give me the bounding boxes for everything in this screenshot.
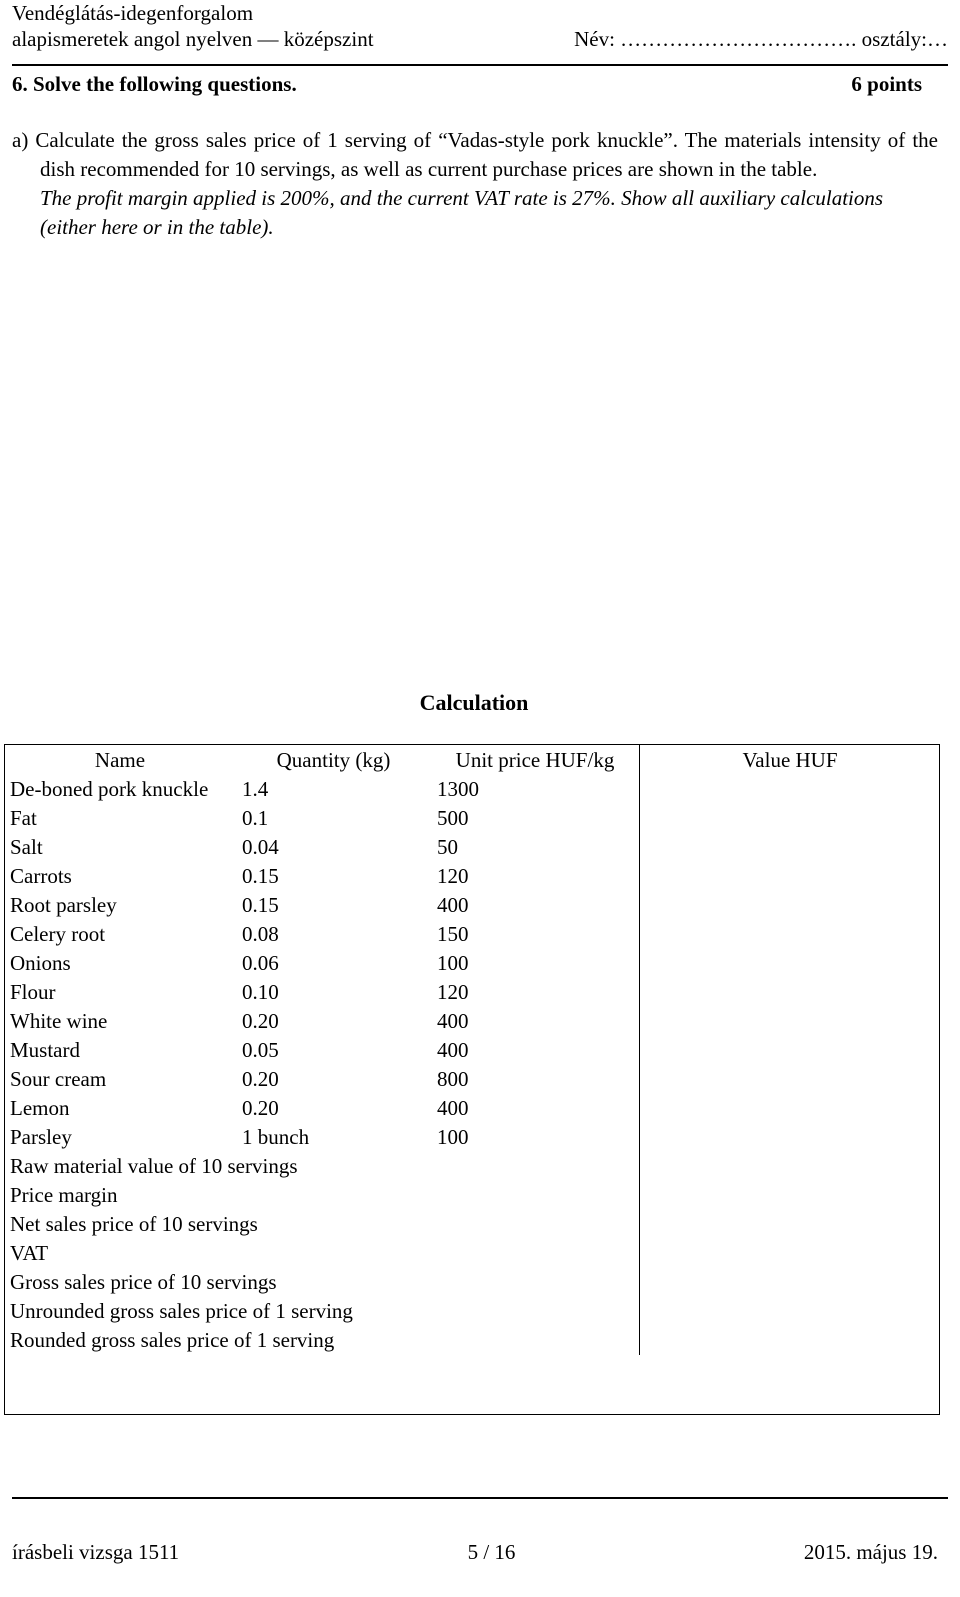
summary-label: Rounded gross sales price of 1 serving <box>10 1328 335 1352</box>
ingredient-name: De-boned pork knuckle <box>10 777 209 801</box>
ingredient-name: White wine <box>10 1009 108 1033</box>
instruction-paragraph: a) Calculate the gross sales price of 1 serving of “Vadas-style pork knuckle”. The materials intensity of the dish recommended for 10 servings, as well as current purchase prices are shown in the table. <box>12 128 938 181</box>
ingredient-quantity: 0.06 <box>242 951 279 975</box>
task-instructions <box>12 126 938 242</box>
ingredient-value <box>640 978 941 1007</box>
ingredient-unit-price: 400 <box>437 1038 469 1062</box>
ingredient-name: Celery root <box>10 922 106 946</box>
ingredient-unit-price: 400 <box>437 1009 469 1033</box>
summary-value <box>640 1181 941 1210</box>
summary-label: Price margin <box>10 1183 118 1207</box>
ingredient-value <box>640 833 941 862</box>
calculation-table <box>4 744 940 1355</box>
ingredient-quantity: 0.20 <box>242 1096 279 1120</box>
table-row <box>4 978 940 1007</box>
summary-value <box>640 1152 941 1181</box>
ingredient-unit-price: 400 <box>437 1096 469 1120</box>
summary-label: Raw material value of 10 servings <box>10 1154 298 1178</box>
ingredient-quantity: 1 bunch <box>242 1125 310 1149</box>
summary-row <box>4 1152 940 1181</box>
task-title: 6. Solve the following questions. <box>12 72 297 96</box>
ingredient-value <box>640 862 941 891</box>
summary-label: Gross sales price of 10 servings <box>10 1270 277 1294</box>
summary-row <box>4 1326 940 1355</box>
table-row <box>4 1094 940 1123</box>
ingredient-value <box>640 1094 941 1123</box>
ingredient-quantity: 0.15 <box>242 893 279 917</box>
summary-value <box>640 1210 941 1239</box>
ingredient-value <box>640 804 941 833</box>
ingredient-quantity: 0.08 <box>242 922 279 946</box>
ingredient-unit-price: 800 <box>437 1067 469 1091</box>
ingredient-quantity: 0.05 <box>242 1038 279 1062</box>
summary-row <box>4 1210 940 1239</box>
table-row <box>4 833 940 862</box>
ingredient-quantity: 0.1 <box>242 806 269 830</box>
subject-title: Vendéglátás-idegenforgalom <box>12 1 254 25</box>
ingredient-unit-price: 120 <box>437 864 469 888</box>
ingredient-unit-price: 50 <box>437 835 458 859</box>
column-header-name: Name <box>94 748 146 772</box>
task-heading <box>12 72 922 97</box>
calculation-title: Calculation <box>419 690 529 715</box>
ingredient-name: Salt <box>10 835 43 859</box>
ingredient-unit-price: 500 <box>437 806 469 830</box>
page-number: 5 / 16 <box>467 1540 516 1564</box>
ingredient-value <box>640 1123 941 1152</box>
exam-level: alapismeretek angol nyelven — középszint <box>12 27 374 51</box>
summary-label: Net sales price of 10 servings <box>10 1212 258 1236</box>
ingredient-value <box>640 920 941 949</box>
summary-row <box>4 1297 940 1326</box>
exam-code: írásbeli vizsga 1511 <box>12 1540 180 1564</box>
summary-label: VAT <box>10 1241 49 1265</box>
ingredient-unit-price: 1300 <box>437 777 479 801</box>
table-row <box>4 891 940 920</box>
ingredient-value <box>640 891 941 920</box>
page-footer <box>12 1540 938 1565</box>
name-class-field: Név: ……………………………. osztály:… <box>574 27 948 51</box>
ingredient-unit-price: 100 <box>437 1125 469 1149</box>
ingredient-unit-price: 100 <box>437 951 469 975</box>
table-row <box>4 1036 940 1065</box>
table-row <box>4 804 940 833</box>
header-divider <box>12 64 948 66</box>
ingredient-name: Carrots <box>10 864 72 888</box>
ingredient-quantity: 0.20 <box>242 1067 279 1091</box>
ingredient-name: Root parsley <box>10 893 117 917</box>
ingredient-quantity: 0.10 <box>242 980 279 1004</box>
summary-value <box>640 1326 941 1355</box>
ingredient-quantity: 1.4 <box>242 777 269 801</box>
ingredient-name: Sour cream <box>10 1067 107 1091</box>
table-row <box>4 949 940 978</box>
ingredient-value <box>640 775 941 804</box>
column-header-value: Value HUF <box>640 744 941 775</box>
summary-row <box>4 1239 940 1268</box>
ingredient-value <box>640 1007 941 1036</box>
ingredient-value <box>640 1065 941 1094</box>
ingredient-name: Onions <box>10 951 71 975</box>
summary-label: Unrounded gross sales price of 1 serving <box>10 1299 353 1323</box>
task-points: 6 points <box>851 72 922 96</box>
summary-value <box>640 1268 941 1297</box>
page-header <box>12 0 948 52</box>
ingredient-quantity: 0.15 <box>242 864 279 888</box>
ingredient-unit-price: 120 <box>437 980 469 1004</box>
summary-row <box>4 1268 940 1297</box>
table-row <box>4 1123 940 1152</box>
summary-value <box>640 1239 941 1268</box>
ingredient-value <box>640 949 941 978</box>
header-row <box>12 26 948 52</box>
table-row <box>4 1007 940 1036</box>
column-header-unit-price: Unit price HUF/kg <box>455 748 615 772</box>
summary-row <box>4 1181 940 1210</box>
summary-value <box>640 1297 941 1326</box>
ingredient-name: Fat <box>10 806 37 830</box>
ingredient-unit-price: 400 <box>437 893 469 917</box>
ingredient-name: Flour <box>10 980 56 1004</box>
footer-divider <box>12 1497 948 1499</box>
ingredient-name: Lemon <box>10 1096 70 1120</box>
table-row <box>4 775 940 804</box>
ingredient-unit-price: 150 <box>437 922 469 946</box>
ingredient-quantity: 0.20 <box>242 1009 279 1033</box>
table-row <box>4 862 940 891</box>
ingredient-name: Parsley <box>10 1125 72 1149</box>
column-header-quantity: Quantity (kg) <box>276 748 391 772</box>
table-row <box>4 1065 940 1094</box>
ingredient-quantity: 0.04 <box>242 835 279 859</box>
ingredient-name: Mustard <box>10 1038 80 1062</box>
table-header-row <box>4 744 940 775</box>
exam-date: 2015. május 19. <box>803 1540 938 1564</box>
instruction-italic: The profit margin applied is 200%, and the current VAT rate is 27%. Show all auxiliary calculations (either here or in the table). <box>40 186 884 239</box>
ingredient-value <box>640 1036 941 1065</box>
table-row <box>4 920 940 949</box>
